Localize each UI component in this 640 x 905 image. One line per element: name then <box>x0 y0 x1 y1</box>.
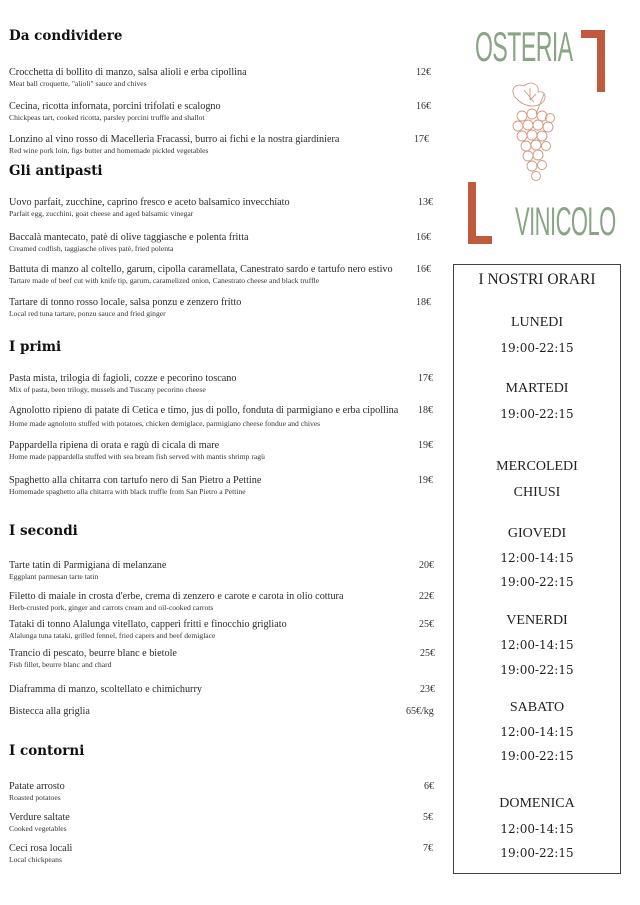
hours-time: 12:00-14:15 <box>500 551 574 565</box>
menu-item <box>9 619 439 641</box>
dish-name: Agnolotto ripieno di patate di Cetica e timo, jus di pollo, fonduta di parmigiano e erba cipollina <box>9 405 399 416</box>
hours-time: 19:00-22:15 <box>500 846 574 860</box>
hours-time: 12:00-14:15 <box>500 638 574 652</box>
dish-price: 16€ <box>416 101 431 112</box>
dish-name: Patate arrosto <box>9 781 65 792</box>
dish-description: Local chickpeans <box>9 855 62 864</box>
dish-price: 65€/kg <box>406 706 434 717</box>
dish-name: Battuta di manzo al coltello, garum, cipolla caramellata, Canestrato sardo e tartufo nero estivo <box>9 264 393 275</box>
hours-day: DOMENICA <box>499 796 575 811</box>
menu-item <box>9 560 439 582</box>
hours-time: 19:00-22:15 <box>500 663 574 677</box>
menu-item <box>9 67 439 89</box>
dish-price: 16€ <box>416 232 431 243</box>
dish-description: Home made pappardella stuffed with sea bream fish served with mantis shrimp ragù <box>9 452 265 461</box>
dish-price: 7€ <box>423 843 433 854</box>
dish-description: Fish fillet, beurre blanc and chard <box>9 660 112 669</box>
logo-word-osteria: OSTERIA <box>475 23 573 70</box>
menu-item <box>9 232 439 254</box>
hours-time: 19:00-22:15 <box>500 407 574 421</box>
dish-price: 25€ <box>419 619 434 630</box>
hours-day: VENERDI <box>506 613 568 628</box>
dish-price: 23€ <box>420 684 435 695</box>
dish-description: Mix of pasta, been trilogy, mussels and Tuscany pecorino cheese <box>9 385 206 394</box>
dish-description: Eggplant parmesan tarte tatin <box>9 572 99 581</box>
dish-name: Crocchetta di bollito di manzo, salsa alioli e erba cipollina <box>9 67 247 78</box>
hours-time: 12:00-14:15 <box>500 822 574 836</box>
dish-price: 6€ <box>424 781 434 792</box>
dish-name: Cecina, ricotta infornata, porcini trifolati e scalogno <box>9 101 221 112</box>
menu-item <box>9 648 439 670</box>
dish-price: 17€ <box>418 373 433 384</box>
dish-name: Lonzino al vino rosso di Macelleria Fracassi, burro ai fichi e la nostra giardiniera <box>9 134 340 145</box>
menu-item <box>9 197 439 219</box>
logo-bracket-top-icon <box>591 30 605 92</box>
dish-name: Tataki di tonno Alalunga vitellato, capperi fritti e finocchio grigliato <box>9 619 287 630</box>
logo-bracket-bottom-icon <box>468 182 492 244</box>
dish-name: Tarte tatin di Parmigiana di melanzane <box>9 560 167 571</box>
dish-description: Herb-crusted pork, ginger and carrots cream and oil-cooked carrots <box>9 603 214 612</box>
dish-name: Tartare di tonno rosso locale, salsa ponzu e zenzero fritto <box>9 297 242 308</box>
menu-item <box>9 101 439 123</box>
menu-item <box>9 812 439 834</box>
menu-item <box>9 684 439 696</box>
menu-item <box>9 591 439 613</box>
dish-description: Local red tuna tartare, ponzu sauce and fried ginger <box>9 309 166 318</box>
section-title: I primi <box>9 339 62 355</box>
restaurant-logo <box>465 22 615 252</box>
menu-item <box>9 440 439 462</box>
hours-day: LUNEDI <box>510 315 564 330</box>
dish-description: Tartare made of beef cut with knife tip, garum, caramelized onion, Canestrato cheese and black truffle <box>9 276 320 285</box>
dish-price: 16€ <box>416 264 431 275</box>
section-title: I contorni <box>9 743 85 759</box>
section-title: Da condividere <box>9 28 123 44</box>
dish-name: Ceci rosa locali <box>9 843 73 854</box>
dish-description: Chickpeas tart, cooked ricotta, parsley porcini truffle and shallot <box>9 113 205 122</box>
dish-description: Meat ball croquette, "alioli" sauce and chives <box>9 79 147 88</box>
hours-time: 12:00-14:15 <box>500 725 574 739</box>
logo-word-vinicolo: VINICOLO <box>515 200 616 244</box>
menu-item <box>9 706 439 718</box>
dish-name: Pappardella ripiena di orata e ragù di cicala di mare <box>9 440 220 451</box>
dish-name: Spaghetto alla chitarra con tartufo nero di San Pietro a Pettine <box>9 475 262 486</box>
hours-day: GIOVEDI <box>507 526 567 541</box>
dish-name: Pasta mista, trilogia di fagioli, cozze e pecorino toscano <box>9 373 237 384</box>
dish-price: 19€ <box>418 440 433 451</box>
dish-name: Verdure saltate <box>9 812 70 823</box>
menu-item <box>9 405 439 429</box>
dish-price: 17€ <box>414 134 429 145</box>
hours-time: 19:00-22:15 <box>500 749 574 763</box>
dish-price: 18€ <box>416 297 431 308</box>
dish-name: Bistecca alla griglia <box>9 706 90 717</box>
dish-price: 18€ <box>418 405 433 416</box>
hours-time: 19:00-22:15 <box>500 575 574 589</box>
menu-item <box>9 475 439 497</box>
dish-name: Baccalà mantecato, patè di olive taggiasche e polenta fritta <box>9 232 249 243</box>
dish-description: Cooked vegetables <box>9 824 67 833</box>
opening-hours-panel <box>453 264 621 874</box>
dish-price: 13€ <box>418 197 433 208</box>
hours-day: SABATO <box>509 700 565 715</box>
menu-item <box>9 843 439 865</box>
dish-name: Filetto di maiale in crosta d'erbe, crema di zenzero e carote e carota in olio cottura <box>9 591 344 602</box>
menu-item <box>9 264 439 286</box>
dish-name: Trancio di pescato, beurre blanc e bietole <box>9 648 177 659</box>
hours-closed: CHIUSI <box>513 485 561 500</box>
menu-item <box>9 373 439 395</box>
hours-day: MARTEDI <box>505 381 569 396</box>
dish-description: Parfait egg, zucchini, goat cheese and aged balsamic vinegar <box>9 209 194 218</box>
dish-price: 12€ <box>416 67 431 78</box>
dish-price: 5€ <box>423 812 433 823</box>
dish-price: 20€ <box>419 560 434 571</box>
dish-description: Creamed codfish, taggiasche olives patè, fried polenta <box>9 244 174 253</box>
dish-description: Red wine pork loin, figs butter and homemade pickled vegetables <box>9 146 209 155</box>
section-title: Gli antipasti <box>9 163 103 179</box>
dish-price: 25€ <box>420 648 435 659</box>
dish-name: Diaframma di manzo, scoltellato e chimichurry <box>9 684 202 695</box>
dish-name: Uovo parfait, zucchine, caprino fresco e aceto balsamico invecchiato <box>9 197 290 208</box>
menu-item <box>9 134 439 156</box>
section-title: I secondi <box>9 523 78 539</box>
hours-time: 19:00-22:15 <box>500 341 574 355</box>
dish-description: Homemade spaghetto alla chitarra with black truffle from San Pietro a Pettine <box>9 487 246 496</box>
hours-day: MERCOLEDI <box>496 459 578 474</box>
grape-cluster-icon <box>500 80 570 190</box>
dish-description: Roasted potatoes <box>9 793 61 802</box>
dish-price: 19€ <box>418 475 433 486</box>
hours-title: I NOSTRI ORARI <box>478 271 596 288</box>
dish-description: Alalunga tuna tataki, grilled fennel, fried capers and beef demiglace <box>9 631 216 640</box>
dish-price: 22€ <box>419 591 434 602</box>
menu-item <box>9 781 439 803</box>
dish-description: Home made agnolotto stuffed with potatoes, chicken demiglace, parmigiano cheese fondue and chives <box>9 419 321 428</box>
menu-item <box>9 297 439 319</box>
